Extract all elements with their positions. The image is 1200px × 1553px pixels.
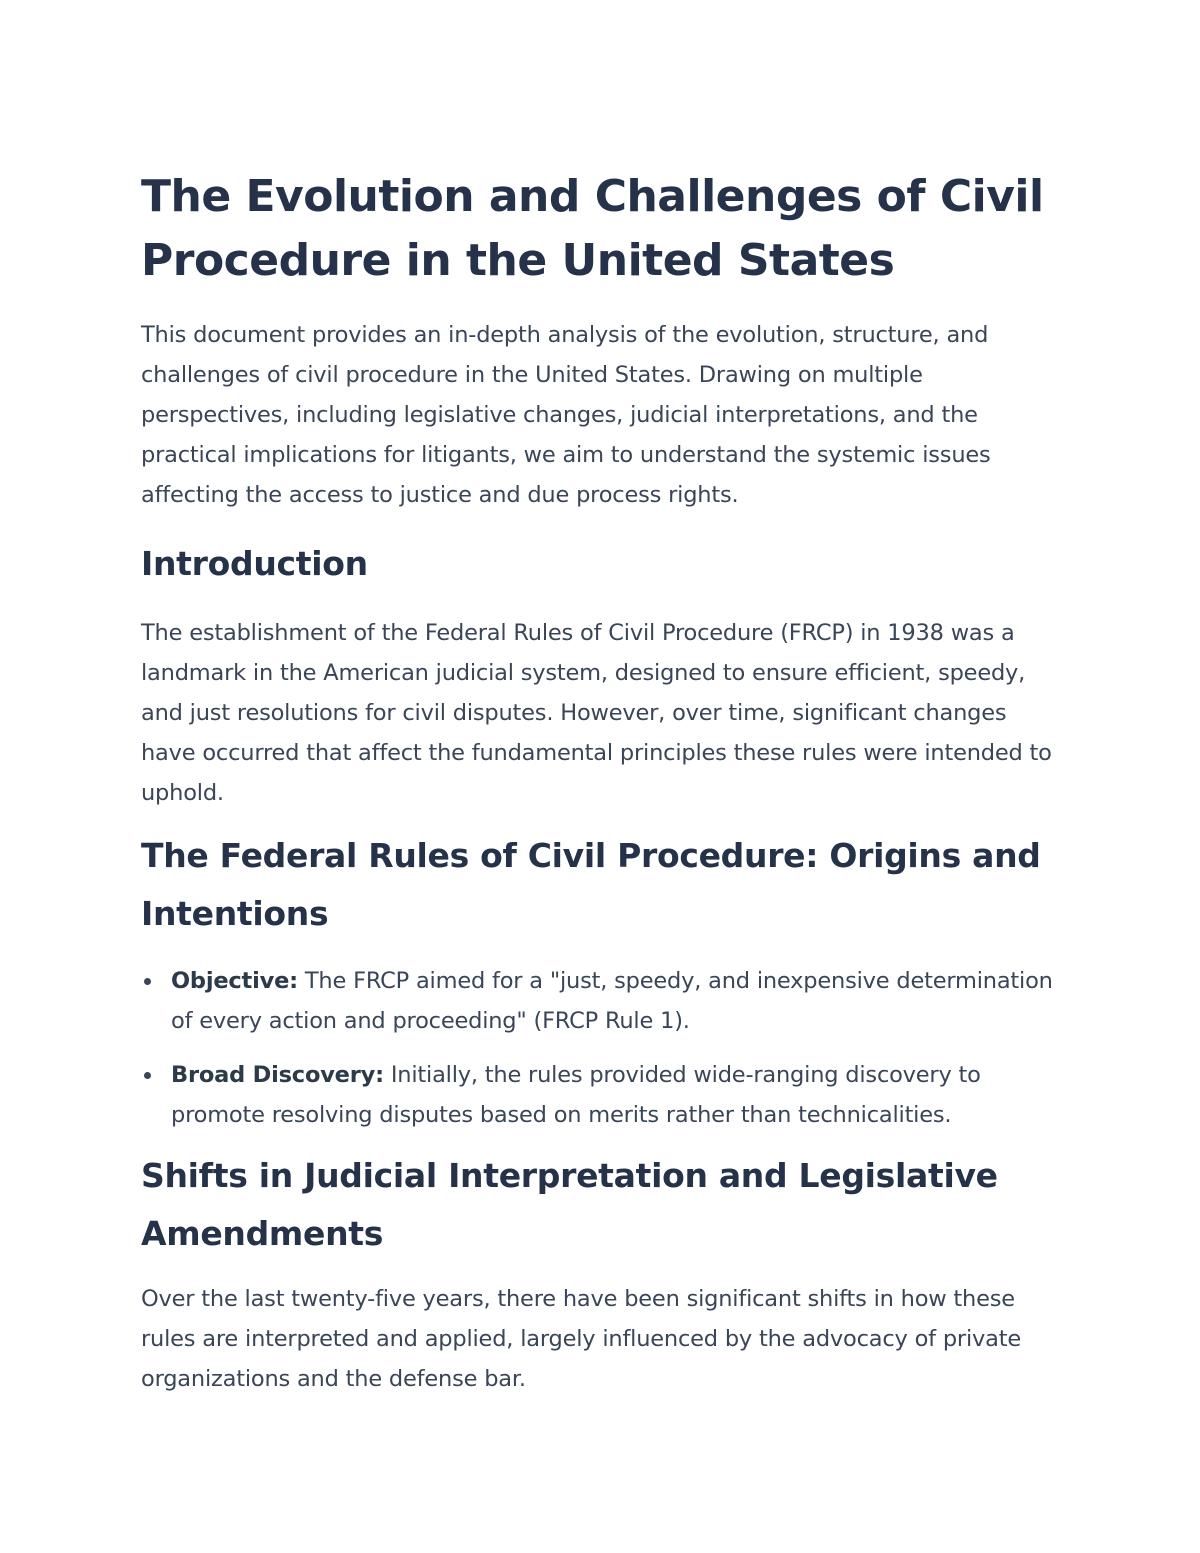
document-title: The Evolution and Challenges of Civil Procedure in the United States [141, 171, 1044, 286]
shifts-paragraph: Over the last twenty-five years, there have been significant shifts in how these rules are interpreted and applied, largely influenced by the advocacy of private organizations and the defense bar. [141, 1286, 1021, 1392]
document-page [141, 165, 1066, 1399]
bullet-text: Initially, the rules provided wide-ranging discovery to promote resolving disputes based on merits rather than technicalities. [171, 1062, 981, 1128]
bullet-text: The FRCP aimed for a "just, speedy, and inexpensive determination of every action and proceeding" (FRCP Rule 1). [171, 968, 1053, 1034]
section-heading-shifts: Shifts in Judicial Interpretation and Legislative Amendments [141, 1156, 998, 1253]
abstract-paragraph: This document provides an in-depth analysis of the evolution, structure, and challenges of civil procedure in the United States. Drawing on multiple perspectives, including legislative changes, judicial interpretations, and the practical implications for litigants, we aim to understand the systemic issues affecting the access to justice and due process rights. [141, 322, 991, 508]
bullet-term: Broad Discovery: [171, 1062, 384, 1088]
bullet-icon [144, 1072, 151, 1079]
bullet-term: Objective: [171, 968, 298, 994]
bullet-icon [144, 978, 151, 985]
introduction-paragraph: The establishment of the Federal Rules of Civil Procedure (FRCP) in 1938 was a landmark in the American judicial system, designed to ensure efficient, speedy, and just resolutions for civil disputes. However, over time, significant changes have occurred that affect the fundamental principles these rules were intended to uphold. [141, 620, 1052, 806]
list-item [141, 1055, 1066, 1135]
section-heading-frcp-origins: The Federal Rules of Civil Procedure: Origins and Intentions [141, 836, 1041, 933]
section-heading-introduction: Introduction [141, 544, 368, 583]
list-item [141, 961, 1066, 1041]
frcp-bullet-list [141, 961, 1066, 1135]
